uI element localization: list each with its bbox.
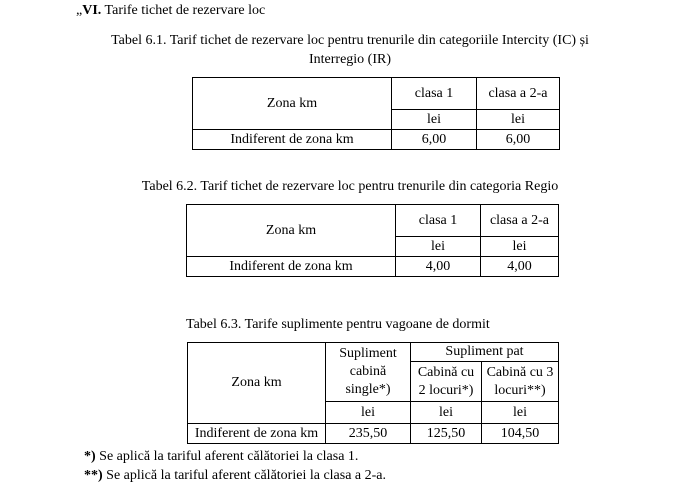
table1 bbox=[192, 77, 560, 150]
footnote-1-mark: *) bbox=[84, 449, 96, 464]
table1-header-class2: clasa a 2-a bbox=[477, 78, 560, 110]
table3-caption: Tabel 6.3. Tarife suplimente pentru vagoane de dormit bbox=[186, 317, 490, 332]
table2-unit2: lei bbox=[481, 237, 559, 257]
table1-unit2: lei bbox=[477, 110, 560, 130]
table3-unit2: lei bbox=[411, 402, 482, 424]
section-title: Tarife tichet de rezervare loc bbox=[104, 3, 266, 18]
table2 bbox=[186, 204, 559, 277]
table2-value1: 4,00 bbox=[396, 257, 481, 277]
table1-row-label: Indiferent de zona km bbox=[193, 130, 392, 150]
table3-header-cabin3-line1: Cabină cu 3 bbox=[486, 364, 554, 380]
table3-header-zone: Zona km bbox=[188, 343, 326, 424]
table2-caption: Tabel 6.2. Tarif tichet de rezervare loc pentru trenurile din categoria Regio bbox=[141, 179, 559, 194]
table1-value1: 6,00 bbox=[392, 130, 477, 150]
table2-value2: 4,00 bbox=[481, 257, 559, 277]
table3-header-cabin2-line1: Cabină cu bbox=[417, 364, 475, 380]
table3-value2: 125,50 bbox=[411, 424, 482, 444]
table1-header-class1: clasa 1 bbox=[392, 78, 477, 110]
table3-header-cabin2 bbox=[411, 362, 482, 402]
footnote-2-mark: **) bbox=[84, 468, 103, 483]
table2-row-label: Indiferent de zona km bbox=[187, 257, 396, 277]
quote-mark: „ bbox=[76, 3, 83, 18]
table1-caption-line2: Interregio (IR) bbox=[308, 52, 392, 67]
table1-unit1: lei bbox=[392, 110, 477, 130]
table1-caption bbox=[70, 31, 630, 69]
table3 bbox=[187, 342, 559, 444]
table3-value1: 235,50 bbox=[326, 424, 411, 444]
section-heading bbox=[76, 3, 265, 19]
table3-row-label: Indiferent de zona km bbox=[188, 424, 326, 444]
table3-value3: 104,50 bbox=[482, 424, 559, 444]
table1-header-zone: Zona km bbox=[193, 78, 392, 130]
table2-header-class2: clasa a 2-a bbox=[481, 205, 559, 237]
table3-header-cabin-single-line3: single*) bbox=[345, 382, 391, 397]
table2-unit1: lei bbox=[396, 237, 481, 257]
table3-header-cabin-single-line1: Supliment bbox=[339, 346, 397, 361]
footnote-2 bbox=[84, 468, 386, 484]
table3-header-cabin3-line2: locuri**) bbox=[494, 382, 546, 398]
footnote-1 bbox=[84, 449, 358, 465]
table1-value2: 6,00 bbox=[477, 130, 560, 150]
table3-header-bed-group: Supliment pat bbox=[411, 343, 559, 362]
table3-header-cabin3 bbox=[482, 362, 559, 402]
table1-caption-line1: Tabel 6.1. Tarif tichet de rezervare loc pentru trenurile din categoriile Intercity (IC) și bbox=[111, 33, 589, 48]
table3-unit1: lei bbox=[326, 402, 411, 424]
table3-header-cabin2-line2: 2 locuri*) bbox=[418, 382, 474, 398]
section-number: VI. bbox=[82, 3, 102, 18]
table3-unit3: lei bbox=[482, 402, 559, 424]
table2-header-zone: Zona km bbox=[187, 205, 396, 257]
footnote-1-text: Se aplică la tariful aferent călătoriei la clasa 1. bbox=[95, 449, 359, 464]
footnote-2-text: Se aplică la tariful aferent călătoriei la clasa a 2-a. bbox=[102, 468, 387, 483]
table3-header-cabin-single bbox=[326, 343, 411, 402]
table3-header-cabin-single-line2: cabină bbox=[349, 364, 387, 379]
table2-header-class1: clasa 1 bbox=[396, 205, 481, 237]
